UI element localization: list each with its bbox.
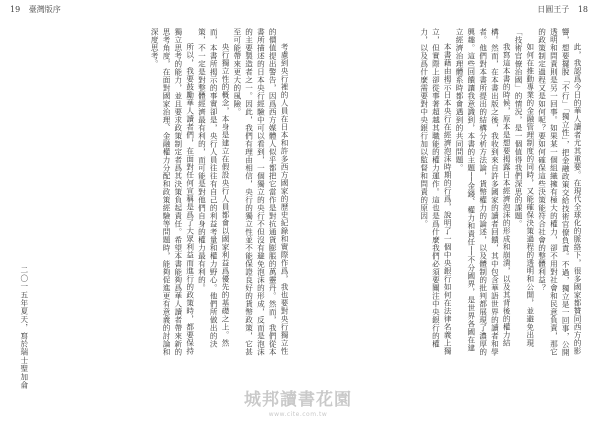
watermark-logo-text: 城邦讀書花園 xyxy=(244,390,352,410)
left-page-header xyxy=(10,5,67,15)
right-running-title: 日圓王子 xyxy=(537,5,570,14)
left-running-title: 臺灣版序 xyxy=(28,5,61,14)
right-page-body xyxy=(315,28,583,358)
right-page-header xyxy=(531,5,588,15)
right-paragraph: 我寫這本書的時候，原本是想要揭露日本經濟泡沫的形成和崩潰，以及其背後的權力結構。然而，在本書出版之後，我收到來自許多國家的讀者回饋，其中包含華語世界的讀者和學者。他們對本書所提出的結構分析方法論，貨幣權力的論述，以及體制的批判都展現了濃厚的興趣。這些回饋讓我意識到，本書的主題──金錢、權力和責任──不分國界，是世界各國在建立經濟治理體系時都會遇到的共同問題。 xyxy=(455,28,512,356)
right-page-number: 18 xyxy=(577,5,588,14)
watermark-url: www.cite.com.tw xyxy=(268,411,328,418)
publisher-watermark xyxy=(244,385,352,418)
left-page-body xyxy=(28,28,290,358)
left-paragraph: 所以，我要鼓勵華人讀者們，在面對任何宣稱是爲了大眾利益而進行的政策時，都要保持獨立思考的能力，並且要求政策制定者爲其決策負起責任。希望本書能夠爲華人讀者帶來新的思考角度，在面對國家治理、金融權力分配和政策經驗等問題時，能夠促進更有意義的討論和深度思考。 xyxy=(150,28,195,356)
right-paragraph: 此，我認爲今日的華人讀者尤其重要。在現代全球化的脈絡下，很多國家都贊同西方的影響，想要擺脫「不行」「獨立性」，把金融政策交給技術官僚負責。不過，獨立是一回事，公開透明和問責則是另一回事。如果某一個組織擁有極大的權力，卻不用對社會和民意負責，那它的政策制定過程又是如何呢？要如何確保這些決策能符合社會的整體利益？ xyxy=(537,28,582,357)
preface-signature: 二〇一五年夏天，寫於瑞士聖加侖 xyxy=(19,266,29,389)
left-page-number: 19 xyxy=(10,5,21,14)
left-paragraph: 考慮到央行裡的人員在日本和許多西方國家的歷史紀錄和實際作爲，我也要對央行獨立性的價值提出警告，因爲西方媒體人似乎都把它當作是對抗通貨膨脹的萬靈丹。然而，我們從本書所描述的日本央行經驗中可以看到，一個獨立的央行不但沒有避免泡沫的形成，反而是泡沫的主要製造者之一。因此，我們有理由相信，央行的獨立性並不能保證良好的貨幣政策，它甚至可能帶來更大的風險。 xyxy=(232,28,289,356)
left-paragraph: 央行獨立性的概念，本身是建立在假設央行人員都會以國家利益爲優先的基礎之上。然而，本書所揭示的事實卻是，央行人員往往有自己的利益考量和權力野心。他們所做出的決策，不一定是對整體經濟最有利的，而可能是對他們自身的權力最有利的。 xyxy=(197,28,231,348)
right-paragraph: 本書藉由揭示日本央行在經濟泡沫時期的行爲，說明了一個中央銀行如何在法律名義上獨立，但實際上卻從事著超越其職能的權力運作。這也是爲什麼我們必須要關注中央銀行的權力，以及爲什麼需要對中央銀行加以監督和問責的原因。 xyxy=(419,28,453,356)
right-paragraph: 如何在推動專業的金融管理制度的同時，又能確保決策過程的透明和公開，並避免出現「技術官僚治國」的情況，是一個值得我們深思的課題。 xyxy=(514,28,535,348)
